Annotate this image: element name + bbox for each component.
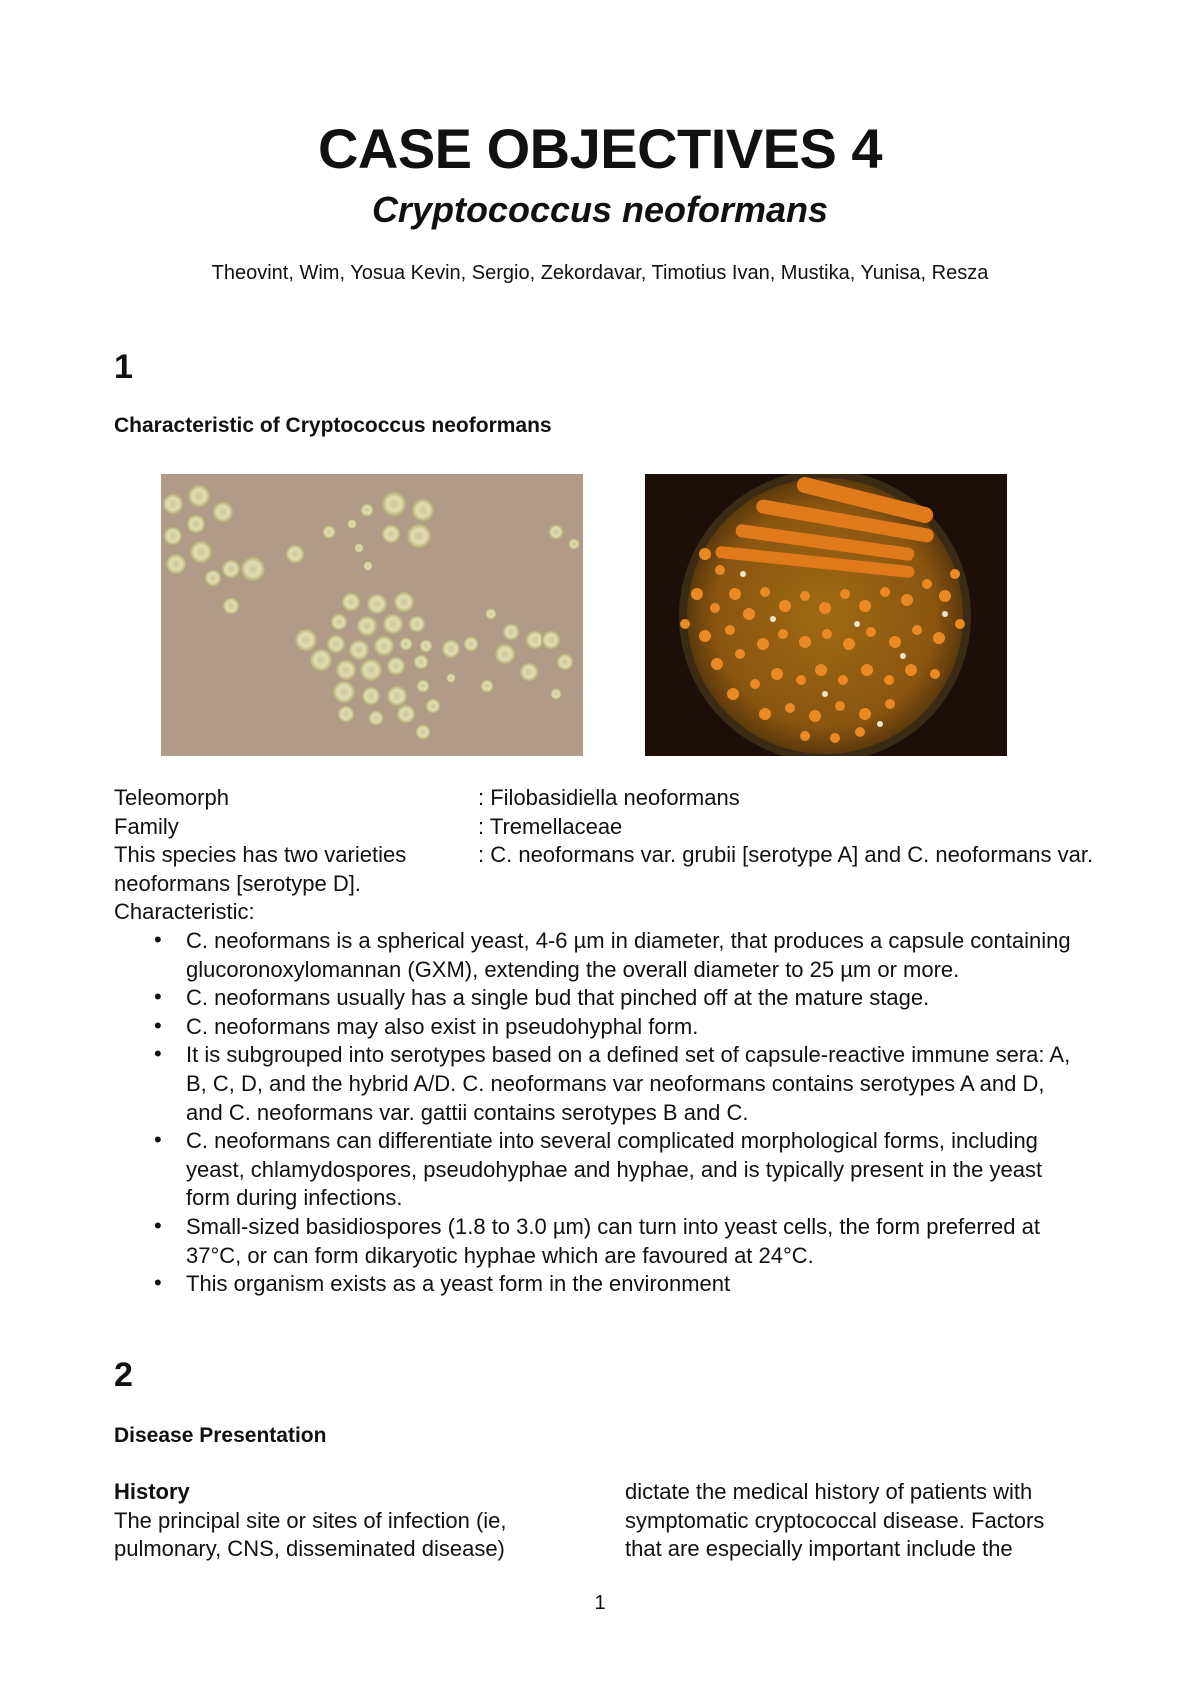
teleomorph-row xyxy=(114,784,1094,813)
section-2-heading: Disease Presentation xyxy=(114,1424,327,1447)
varieties-row xyxy=(114,841,1094,898)
characteristic-list xyxy=(114,927,1094,1299)
family-label: Family xyxy=(114,813,179,839)
list-item: • This organism exists as a yeast form in the environment xyxy=(114,1270,1094,1299)
list-item: • C. neoformans usually has a single bud that pinched off at the mature stage. xyxy=(114,984,1094,1013)
varieties-label: This species has two varieties xyxy=(114,842,407,868)
history-heading: History xyxy=(114,1479,190,1504)
micrograph-image xyxy=(161,474,583,756)
varieties-value: : C. neoformans var. grubii [serotype A] and C. neoformans var. neoformans [serotype D]. xyxy=(114,842,1094,896)
history-right-column xyxy=(625,1478,1075,1564)
species-info xyxy=(114,784,1094,1299)
page-subtitle: Cryptococcus neoformans xyxy=(371,189,829,230)
page-number: 1 xyxy=(594,1592,606,1614)
teleomorph-value: : Filobasidiella neoformans xyxy=(478,785,740,810)
family-value: : Tremellaceae xyxy=(478,813,623,839)
history-left-column xyxy=(114,1478,564,1564)
authors-line: Theovint, Wim, Yosua Kevin, Sergio, Zekordavar, Timotius Ivan, Mustika, Yunisa, Resza xyxy=(211,262,989,284)
history-left-text: The principal site or sites of infection (ie, pulmonary, CNS, disseminated disease) xyxy=(114,1507,507,1562)
micrograph-illustration xyxy=(161,474,583,756)
teleomorph-label: Teleomorph xyxy=(114,785,229,810)
page-title: CASE OBJECTIVES 4 xyxy=(317,117,883,180)
history-right-text: dictate the medical history of patients with symptomatic cryptococcal disease. Factors that are especially important include the xyxy=(625,1479,1045,1562)
family-row xyxy=(114,813,1094,842)
list-item: • C. neoformans may also exist in pseudohyphal form. xyxy=(114,1013,1094,1042)
list-item: • C. neoformans is a spherical yeast, 4-6 µm in diameter, that produces a capsule containing glucoronoxylomannan (GXM), extending the overall diameter to 25 µm or more. xyxy=(114,927,1094,984)
section-2-number: 2 xyxy=(114,1356,133,1394)
list-item: • It is subgrouped into serotypes based on a defined set of capsule-reactive immune sera: A, B, C, D, and the hybrid A/D. C. neoformans var neoformans contains serotypes A and D, and C. neoformans var. gattii contains serotypes B and C. xyxy=(114,1041,1094,1127)
section-1-number: 1 xyxy=(114,348,133,386)
culture-plate-illustration xyxy=(645,474,1007,756)
list-item: • Small-sized basidiospores (1.8 to 3.0 µm) can turn into yeast cells, the form preferred at 37°C, or can form dikaryotic hyphae which are favoured at 24°C. xyxy=(114,1213,1094,1270)
culture-plate-image xyxy=(645,474,1007,756)
characteristic-label: Characteristic: xyxy=(114,899,255,925)
section-1-heading: Characteristic of Cryptococcus neoformans xyxy=(114,414,552,437)
list-item: • C. neoformans can differentiate into several complicated morphological forms, including yeast, chlamydospores, pseudohyphae and hyphae, and is typically present in the yeast form during infections. xyxy=(114,1127,1094,1213)
